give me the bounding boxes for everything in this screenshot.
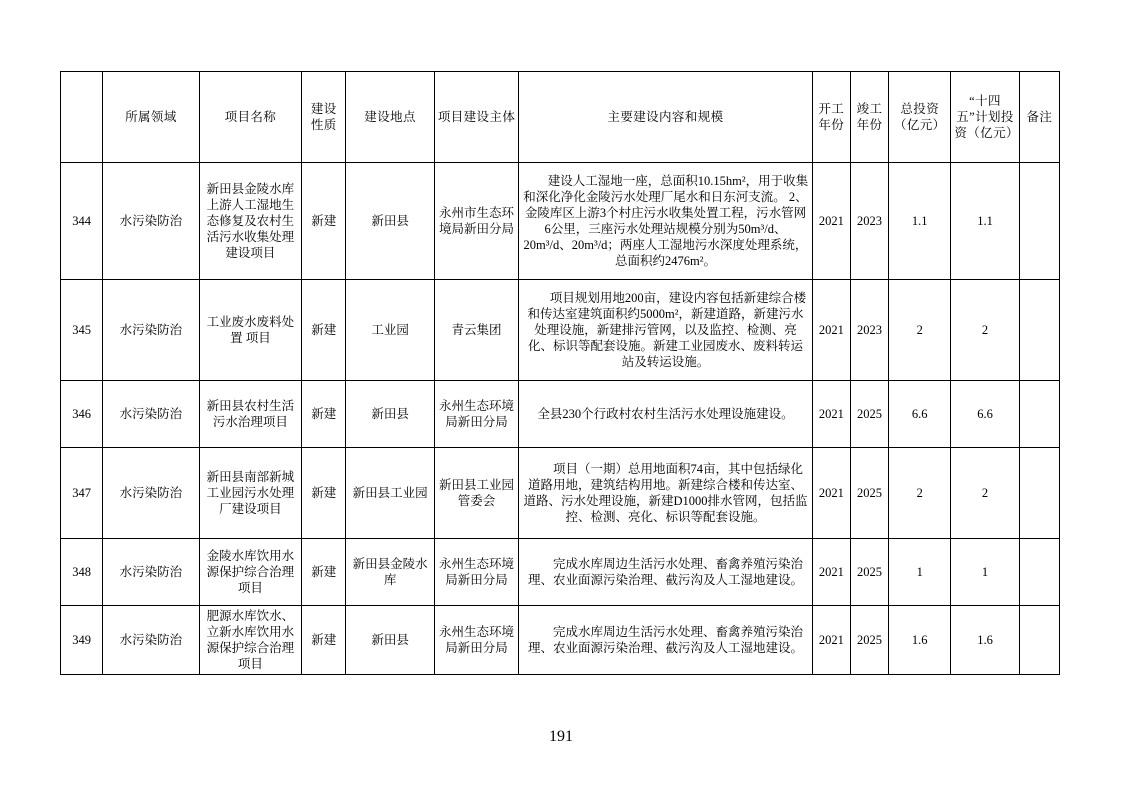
cell-start-year: 2021	[812, 539, 850, 606]
cell-project-name: 肥源水库饮水、立新水库饮用水源保护综合治理项目	[199, 606, 302, 675]
cell-end-year: 2023	[850, 163, 888, 280]
cell-total-investment: 1.1	[889, 163, 951, 280]
column-header-index	[61, 72, 103, 163]
cell-remark	[1019, 163, 1059, 280]
cell-plan-investment: 1	[951, 539, 1019, 606]
cell-nature: 新建	[302, 381, 346, 448]
column-header-plan-investment: “十四五”计划投资（亿元）	[951, 72, 1019, 163]
cell-start-year: 2021	[812, 606, 850, 675]
cell-field: 水污染防治	[103, 606, 199, 675]
cell-remark	[1019, 280, 1059, 381]
cell-plan-investment: 1.1	[951, 163, 1019, 280]
cell-field: 水污染防治	[103, 163, 199, 280]
page-number: 191	[549, 728, 573, 745]
cell-content-text: 完成水库周边生活污水处理、畜禽养殖污染治理、农业面源污染治理、截污沟及人工湿地建设。	[527, 625, 803, 655]
cell-subject: 永州生态环境局新田分局	[434, 381, 518, 448]
cell-plan-investment: 2	[951, 280, 1019, 381]
cell-end-year: 2023	[850, 280, 888, 381]
cell-content-text: 全县230个行政村农村生活污水处理设施建设。	[537, 407, 794, 421]
table-body	[61, 163, 1060, 675]
cell-place: 新田县工业园	[346, 448, 434, 539]
cell-content	[519, 448, 812, 539]
cell-nature: 新建	[302, 539, 346, 606]
cell-total-investment: 6.6	[889, 381, 951, 448]
cell-start-year: 2021	[812, 448, 850, 539]
cell-content	[519, 539, 812, 606]
cell-end-year: 2025	[850, 448, 888, 539]
cell-content-text: 项目（一期）总用地面积74亩，其中包括绿化道路用地，建筑结构用地。新建综合楼和传达室、道路、污水处理设施，新建D1000排水管网，包括监控、检测、亮化、标识等配套设施。	[523, 462, 808, 524]
cell-total-investment: 2	[889, 448, 951, 539]
cell-start-year: 2021	[812, 280, 850, 381]
cell-nature: 新建	[302, 606, 346, 675]
table-row	[61, 448, 1060, 539]
project-table-container	[60, 71, 1060, 675]
cell-subject: 青云集团	[434, 280, 518, 381]
cell-place: 新田县	[346, 163, 434, 280]
cell-field: 水污染防治	[103, 280, 199, 381]
cell-content	[519, 606, 812, 675]
table-row	[61, 280, 1060, 381]
cell-index: 348	[61, 539, 103, 606]
cell-remark	[1019, 448, 1059, 539]
cell-index: 349	[61, 606, 103, 675]
table-header-row	[61, 72, 1060, 163]
cell-content	[519, 381, 812, 448]
cell-subject: 永州生态环境局新田分局	[434, 539, 518, 606]
cell-plan-investment: 1.6	[951, 606, 1019, 675]
cell-content-text: 完成水库周边生活污水处理、畜禽养殖污染治理、农业面源污染治理、截污沟及人工湿地建设。	[527, 557, 803, 587]
cell-field: 水污染防治	[103, 448, 199, 539]
cell-nature: 新建	[302, 448, 346, 539]
cell-project-name: 新田县农村生活污水治理项目	[199, 381, 302, 448]
column-header-field: 所属领域	[103, 72, 199, 163]
cell-total-investment: 2	[889, 280, 951, 381]
column-header-nature: 建设性质	[302, 72, 346, 163]
cell-place: 新田县	[346, 381, 434, 448]
cell-project-name: 工业废水废料处置 项目	[199, 280, 302, 381]
cell-subject: 新田县工业园管委会	[434, 448, 518, 539]
cell-place: 新田县	[346, 606, 434, 675]
cell-project-name: 新田县南部新城工业园污水处理厂建设项目	[199, 448, 302, 539]
table-row	[61, 163, 1060, 280]
cell-subject: 永州市生态环境局新田分局	[434, 163, 518, 280]
cell-index: 344	[61, 163, 103, 280]
table-row	[61, 381, 1060, 448]
project-investment-table	[60, 71, 1060, 675]
cell-start-year: 2021	[812, 163, 850, 280]
table-header	[61, 72, 1060, 163]
cell-place: 新田县金陵水库	[346, 539, 434, 606]
table-row	[61, 606, 1060, 675]
cell-end-year: 2025	[850, 606, 888, 675]
column-header-end-year: 竣工年份	[850, 72, 888, 163]
cell-project-name: 金陵水库饮用水源保护综合治理项目	[199, 539, 302, 606]
column-header-remark: 备注	[1019, 72, 1059, 163]
cell-content	[519, 163, 812, 280]
cell-nature: 新建	[302, 163, 346, 280]
cell-index: 347	[61, 448, 103, 539]
cell-remark	[1019, 606, 1059, 675]
column-header-total-investment: 总投资（亿元）	[889, 72, 951, 163]
cell-plan-investment: 6.6	[951, 381, 1019, 448]
cell-place: 工业园	[346, 280, 434, 381]
cell-content-text: 建设人工湿地一座，总面积10.15hm²，用于收集和深化净化金陵污水处理厂尾水和日东河支流。 2、金陵库区上游3个村庄污水收集处置工程，污水管网6公里，三座污水处理站规模分别为50m³/d、20m³/d、20m³/d；两座人工湿地污水深度处理系统，总面积约2476m²。	[523, 174, 809, 268]
cell-index: 346	[61, 381, 103, 448]
cell-total-investment: 1.6	[889, 606, 951, 675]
cell-index: 345	[61, 280, 103, 381]
column-header-place: 建设地点	[346, 72, 434, 163]
cell-start-year: 2021	[812, 381, 850, 448]
column-header-start-year: 开工年份	[812, 72, 850, 163]
cell-subject: 永州生态环境局新田分局	[434, 606, 518, 675]
column-header-name: 项目名称	[199, 72, 302, 163]
cell-end-year: 2025	[850, 539, 888, 606]
cell-field: 水污染防治	[103, 539, 199, 606]
cell-nature: 新建	[302, 280, 346, 381]
cell-content-text: 项目规划用地200亩，建设内容包括新建综合楼和传达室建筑面积约5000m²，新建道路，新建污水处理设施，新建排污管网，以及监控、检测、亮化、标识等配套设施。新建工业园废水、废料转运站及转运设施。	[527, 291, 807, 369]
cell-project-name: 新田县金陵水库上游人工湿地生态修复及农村生活污水收集处理建设项目	[199, 163, 302, 280]
cell-remark	[1019, 539, 1059, 606]
table-row	[61, 539, 1060, 606]
cell-field: 水污染防治	[103, 381, 199, 448]
cell-plan-investment: 2	[951, 448, 1019, 539]
cell-content	[519, 280, 812, 381]
column-header-content: 主要建设内容和规模	[519, 72, 812, 163]
cell-remark	[1019, 381, 1059, 448]
cell-end-year: 2025	[850, 381, 888, 448]
column-header-subject: 项目建设主体	[434, 72, 518, 163]
cell-total-investment: 1	[889, 539, 951, 606]
